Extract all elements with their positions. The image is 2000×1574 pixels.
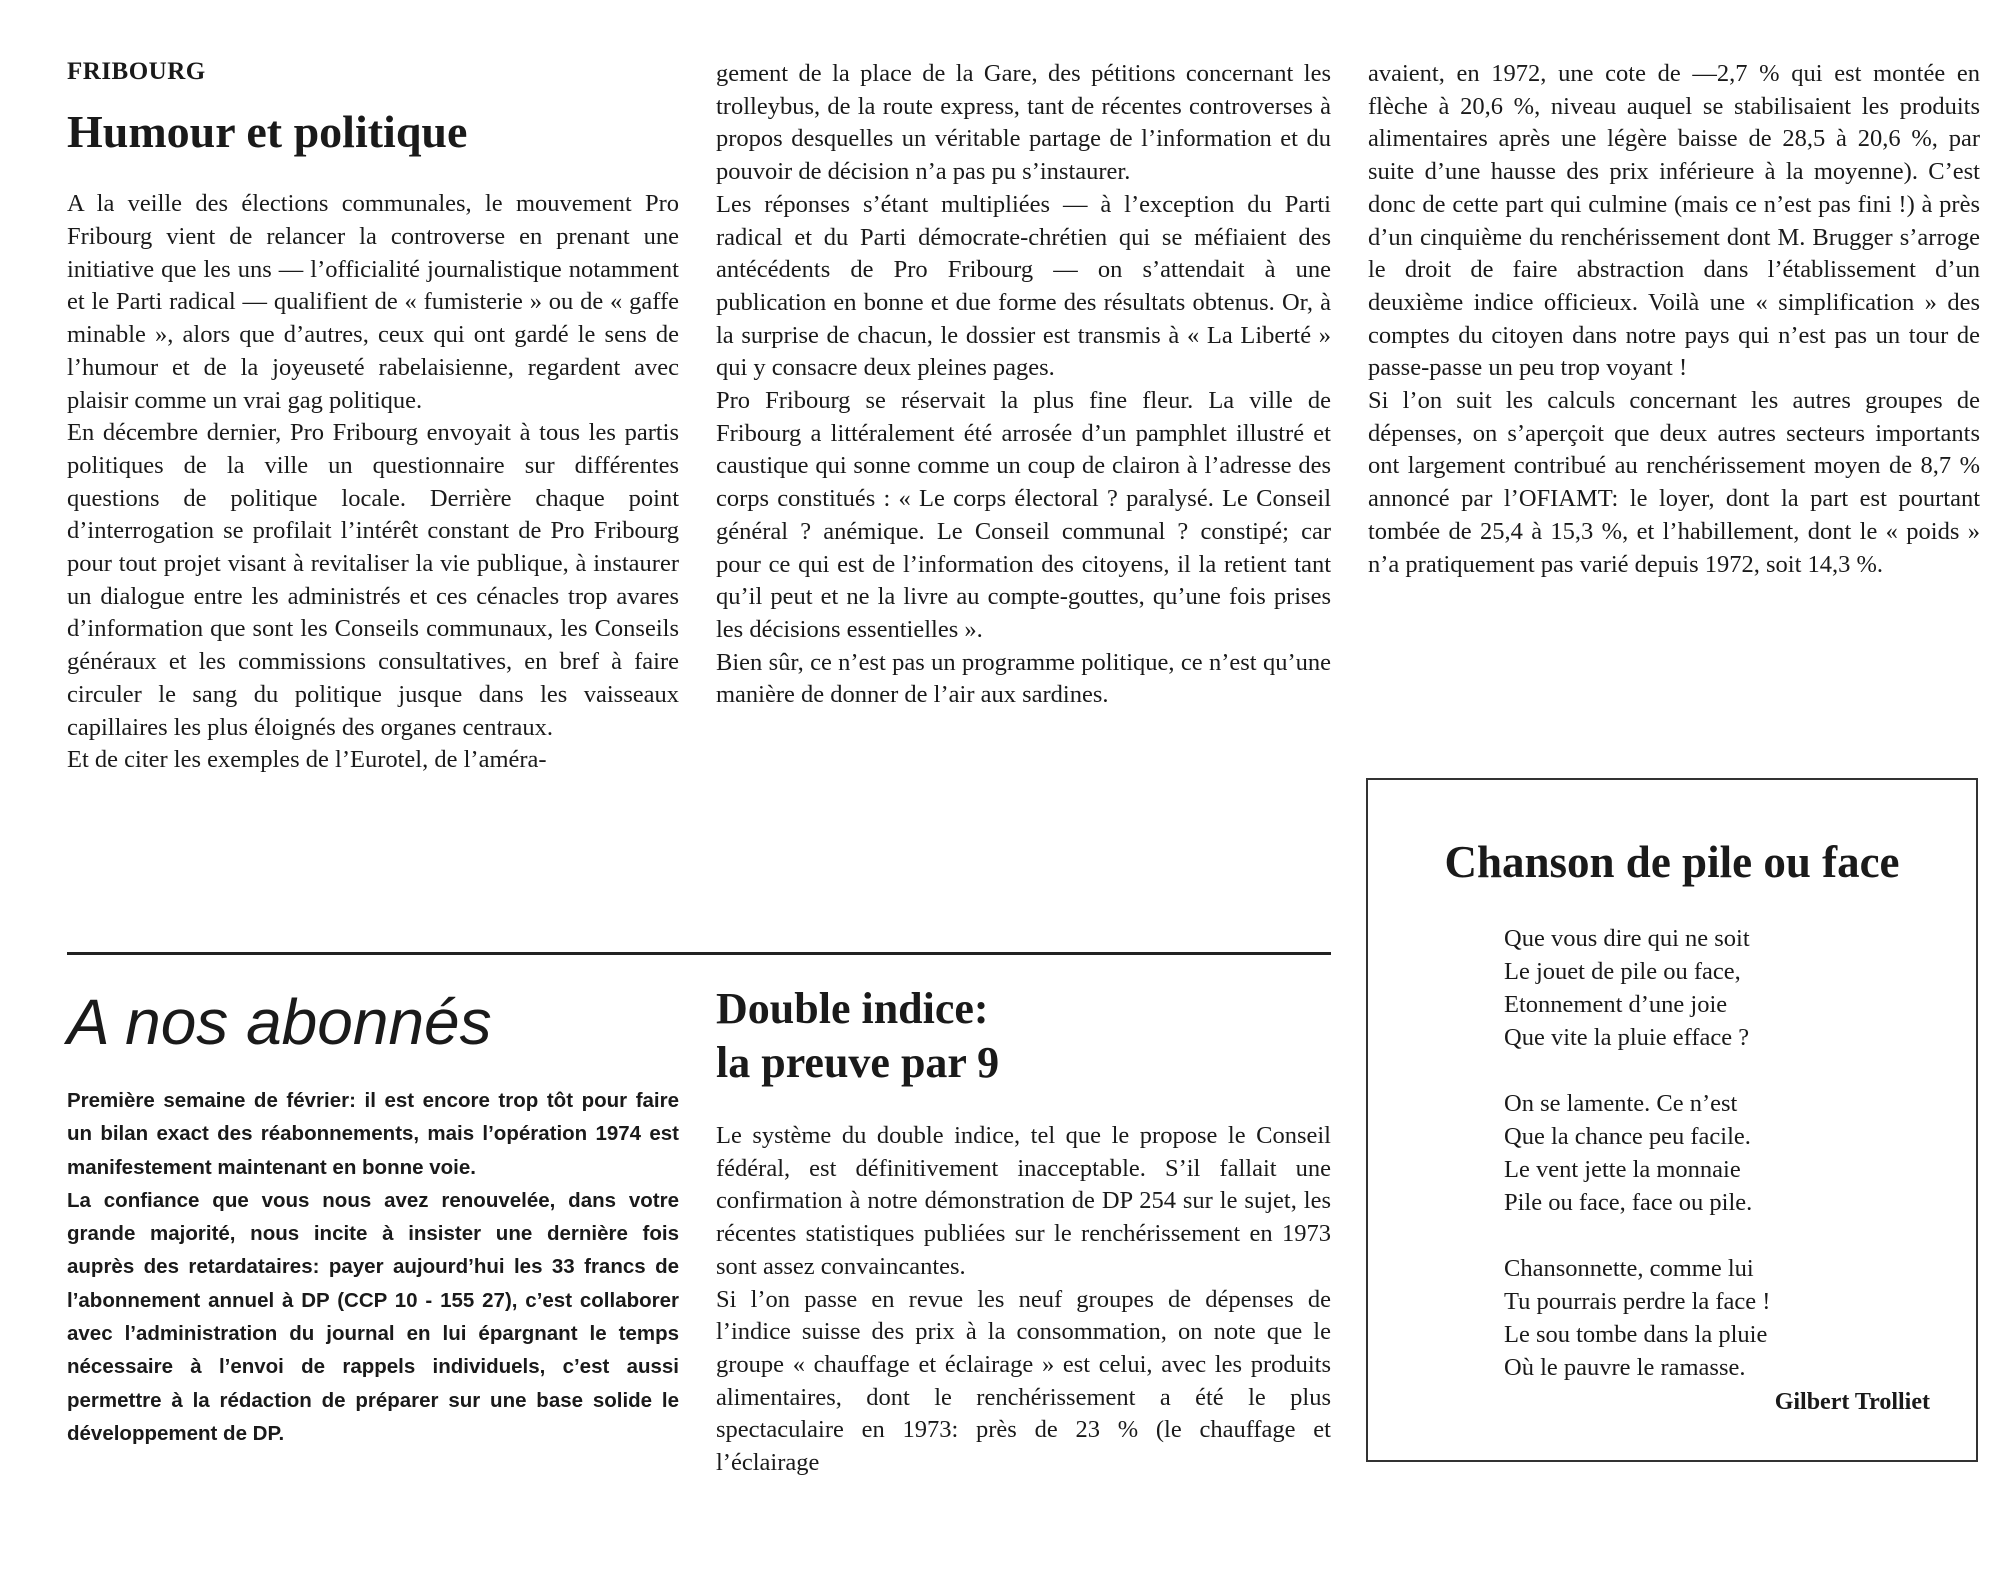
article-humour-politique — [67, 58, 679, 777]
article-paragraph: Pro Fribourg se réservait la plus fine fleur. La ville de Fribourg a littéralement été arrosée d’un pamphlet illustré et caustique qui sonne comme un coup de clairon à l’adresse des corps constitués : « Le corps électoral ? paralysé. Le Conseil général ? anémique. Le Conseil communal ? constipé; car pour ce qui est de l’information des citoyens, il la retient tant qu’il peut et ne la livre au compte-gouttes, qu’une fois prises les décisions essentielles ». — [716, 387, 1331, 643]
notice-abonnes — [67, 986, 679, 1450]
poem-line: Le vent jette la monnaie — [1504, 1156, 1741, 1183]
poem-line: Chansonnette, comme lui — [1504, 1255, 1754, 1282]
headline-line: la preuve par 9 — [716, 1038, 1000, 1087]
section-divider — [67, 952, 1331, 955]
article-paragraph: Les réponses s’étant multipliées — à l’exception du Parti radical et du Parti démocrate-chrétien qui se méfiaient des antécédents de Pro Fribourg — on s’attendait à une publication en bonne et due forme des résultats obtenus. Or, à la surprise de chacun, le dossier est transmis à « La Liberté » qui y consacre deux pleines pages. — [716, 190, 1331, 382]
article-paragraph: Le système du double indice, tel que le propose le Conseil fédéral, est définitivement inacceptable. S’il fallait une confirmation à notre démonstration de DP 254 sur le sujet, les récentes statistiques publiées sur le renchérissement en 1973 sont assez convaincantes. — [716, 1122, 1331, 1280]
notice-paragraph: Première semaine de février: il est encore trop tôt pour faire un bilan exact des réabonnements, mais l’opération 1974 est manifestement maintenant en bonne voie. — [67, 1089, 679, 1179]
article-paragraph: Si l’on passe en revue les neuf groupes de dépenses de l’indice suisse des prix à la consommation, on note que le groupe « chauffage et éclairage » est celui, avec les produits alimentaires, dont le renchérissement a été le plus spectaculaire en 1973: près de 23 % (le chauffage et l’éclairage — [716, 1285, 1331, 1477]
poem-stanza — [1504, 922, 1976, 1054]
poem-title: Chanson de pile ou face — [1444, 837, 1900, 887]
article-headline — [716, 982, 1331, 1090]
notice-paragraph: La confiance que vous nous avez renouvelée, dans votre grande majorité, nous incite à insister une dernière fois auprès des retardataires: payer aujourd’hui les 33 francs de l’abonnement annuel à DP (CCP 10 - 155 27), c’est collaborer avec l’administration du journal en lui épargnant le temps nécessaire à l’envoi de rappels individuels, c’est aussi permettre à la rédaction de préparer sur une base solide le développement de DP. — [67, 1188, 679, 1445]
article-paragraph: Bien sûr, ce n’est pas un programme politique, ce n’est qu’une manière de donner de l’air aux sardines. — [716, 648, 1331, 709]
article-paragraph: En décembre dernier, Pro Fribourg envoyait à tous les partis politiques de la ville un questionnaire sur différentes questions de politique locale. Derrière chaque point d’interrogation se profilait l’intérêt constant de Pro Fribourg pour tout projet visant à revitaliser la vie publique, à instaurer un dialogue entre les administrés et ces cénacles trop avares d’information que sont les Conseils communaux, les Conseils généraux et les commissions consultatives, en bref à faire circuler le sang du politique jusque dans les vaisseaux capillaires les plus éloignés des organes centraux. — [67, 419, 679, 741]
poem-line: Que la chance peu facile. — [1504, 1123, 1751, 1150]
poem-line: Tu pourrais perdre la face ! — [1504, 1288, 1771, 1315]
poem-line: Le jouet de pile ou face, — [1504, 958, 1741, 985]
poem-line: On se lamente. Ce n’est — [1504, 1090, 1738, 1117]
article-paragraph: Si l’on suit les calculs concernant les autres groupes de dépenses, on s’aperçoit que deux autres secteurs importants ont largement contribué au renchérissement moyen de 8,7 % annoncé par l’OFIAMT: le loyer, dont la part est pourtant tombée de 25,4 à 15,3 %, et l’habillement, dont le « poids » n’a pratiquement pas varié depuis 1972, soit 14,3 %. — [1368, 387, 1980, 578]
poem-stanza — [1504, 1252, 1976, 1384]
poem-line: Le sou tombe dans la pluie — [1504, 1321, 1768, 1348]
article-paragraph: gement de la place de la Gare, des pétitions concernant les trolleybus, de la route express, tant de récentes controverses à propos desquelles un véritable partage de l’information et du pouvoir de décision n’a pas pu s’instaurer. — [716, 60, 1331, 186]
article-humour-politique-continued — [716, 58, 1331, 712]
section-kicker: FRIBOURG — [67, 58, 206, 85]
notice-title: A nos abonnés — [67, 986, 492, 1058]
article-headline: Humour et politique — [67, 106, 468, 157]
article-paragraph: Et de citer les exemples de l’Eurotel, de l’améra- — [67, 746, 547, 774]
poem-stanza — [1504, 1087, 1976, 1219]
poem-line: Pile ou face, face ou pile. — [1504, 1189, 1753, 1216]
poem-author: Gilbert Trolliet — [1774, 1389, 1930, 1415]
headline-line: Double indice: — [716, 984, 989, 1033]
poem-line: Que vite la pluie efface ? — [1504, 1024, 1750, 1051]
article-double-indice-continued — [1368, 58, 1980, 581]
poem-line: Où le pauvre le ramasse. — [1504, 1354, 1746, 1381]
article-paragraph: avaient, en 1972, une cote de —2,7 % qui est montée en flèche à 20,6 %, niveau auquel se stabilisaient les produits alimentaires après une légère baisse de 28,5 à 20,6 %, par suite d’une hausse des prix inférieure à la moyenne). C’est donc de cette part qui culmine (mais ce n’est pas fini !) à près d’un cinquième du renchérissement dont M. Brugger s’arroge le droit de faire abstraction dans l’établissement d’un deuxième indice officieux. Voilà une « simplification » des comptes du citoyen dans notre pays qui n’est pas un tour de passe-passe un peu trop voyant ! — [1368, 60, 1980, 382]
article-double-indice — [716, 982, 1331, 1480]
poem-line: Que vous dire qui ne soit — [1504, 925, 1750, 952]
article-paragraph: A la veille des élections communales, le mouvement Pro Fribourg vient de relancer la controverse en prenant une initiative que les uns — l’officialité journalistique notamment et le Parti radical — qualifient de « fumisterie » ou de « gaffe minable », alors que d’autres, ceux qui ont gardé le sens de l’humour et de la joyeuseté rabelaisienne, regardent avec plaisir comme un vrai gag politique. — [67, 190, 679, 414]
poem-line: Etonnement d’une joie — [1504, 991, 1728, 1018]
poem-box — [1366, 778, 1978, 1462]
